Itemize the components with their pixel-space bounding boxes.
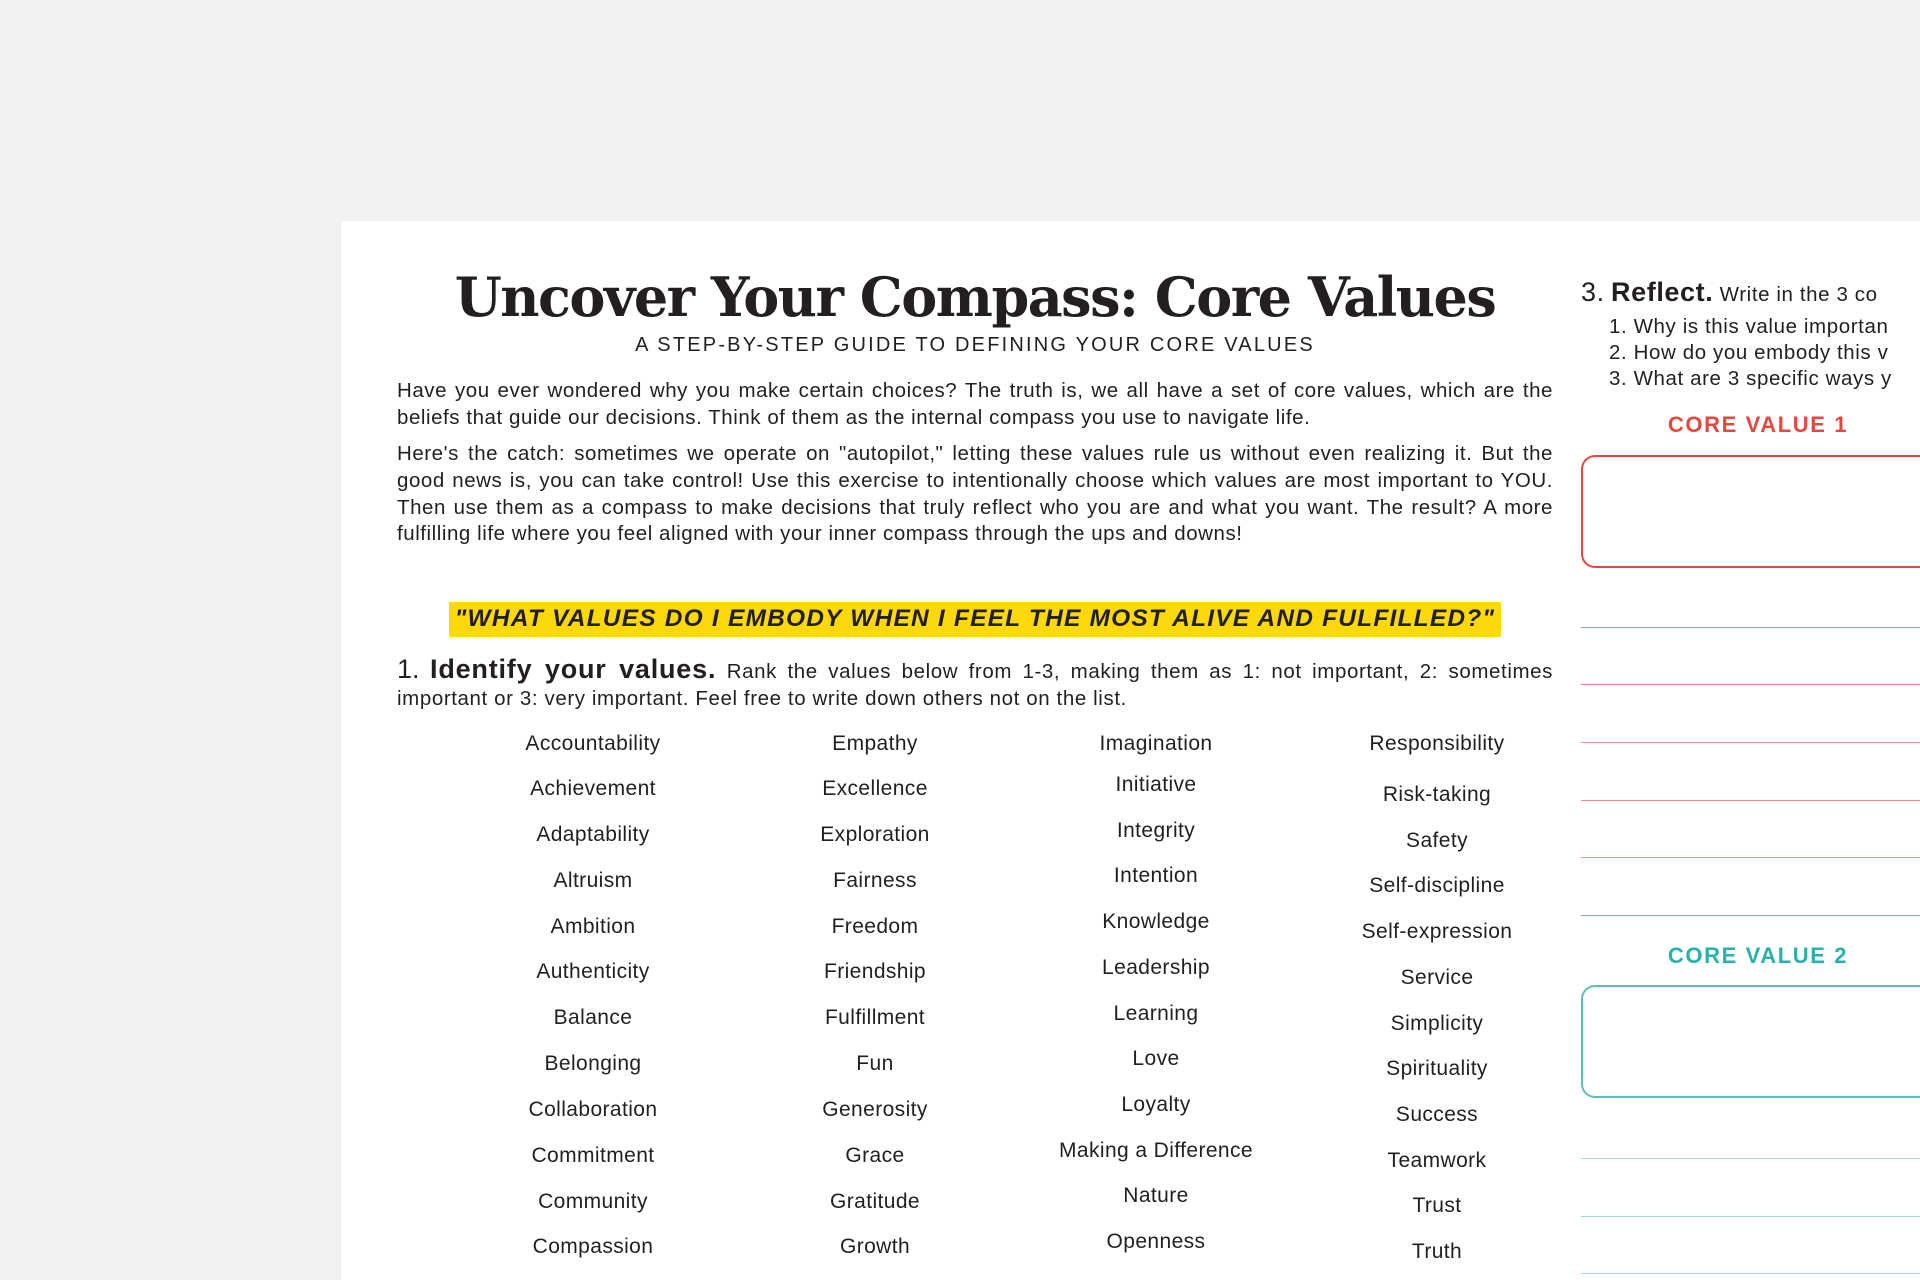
core-value-1-label: CORE VALUE 1 [1667, 412, 1849, 437]
reflect-question: 3. What are 3 specific ways y [1609, 367, 1892, 390]
value-item: Altruism [553, 869, 633, 892]
value-item: Openness [1106, 1230, 1206, 1253]
value-item: Success [1395, 1103, 1479, 1126]
writing-line[interactable] [1581, 800, 1920, 801]
value-item: Love [1132, 1047, 1180, 1070]
step3-section [1581, 278, 1878, 309]
writing-line[interactable] [1581, 742, 1920, 743]
value-item: Teamwork [1387, 1149, 1487, 1172]
value-item: Gratitude [830, 1190, 920, 1213]
value-item: Nature [1123, 1184, 1189, 1207]
value-item: Imagination [1099, 732, 1213, 755]
highlight-banner [397, 602, 1553, 637]
value-item: Accountability [525, 732, 661, 755]
value-item: Community [538, 1190, 648, 1213]
step1-number: 1. [397, 654, 420, 684]
value-item: Learning [1113, 1002, 1199, 1025]
value-item: Empathy [832, 732, 918, 755]
value-item: Balance [553, 1006, 633, 1029]
value-item: Authenticity [536, 960, 650, 983]
value-item: Commitment [531, 1144, 655, 1167]
writing-line[interactable] [1581, 1216, 1920, 1217]
intro-paragraph-2: Here's the catch: sometimes we operate on "autopilot," letting these values rule us without even realizing it. But the good news is, you can take control! Use this exercise to intentionally choose which values are most important to YOU. Then use them as a compass to make decisions that truly reflect who you are and what you want. The result? A more fulfilling life where you feel aligned with your inner compass through the ups and downs! [397, 442, 1553, 546]
core-value-2-label: CORE VALUE 2 [1667, 943, 1849, 968]
page-subtitle: A STEP-BY-STEP GUIDE TO DEFINING YOUR CORE VALUES [635, 334, 1315, 356]
value-item: Collaboration [528, 1098, 658, 1121]
value-item: Knowledge [1102, 910, 1210, 933]
step3-instructions: Write in the 3 co [1719, 283, 1878, 306]
value-item: Simplicity [1390, 1012, 1484, 1035]
value-item: Friendship [823, 960, 927, 983]
step1-section [397, 656, 1553, 712]
value-item: Fun [856, 1052, 894, 1075]
reflect-question: 1. Why is this value importan [1609, 315, 1889, 338]
value-item: Leadership [1102, 956, 1210, 979]
value-item: Responsibility [1369, 732, 1505, 755]
value-item: Grace [845, 1144, 905, 1167]
value-item: Safety [1406, 829, 1468, 852]
value-item: Fulfillment [824, 1006, 926, 1029]
value-item: Self-expression [1361, 920, 1513, 943]
value-item: Trust [1412, 1194, 1462, 1217]
value-item: Initiative [1115, 773, 1197, 796]
value-item: Exploration [820, 823, 930, 846]
worksheet-page [341, 221, 1920, 1280]
value-item: Achievement [530, 777, 656, 800]
value-item: Intention [1113, 864, 1199, 887]
writing-line[interactable] [1581, 627, 1920, 628]
writing-line[interactable] [1581, 857, 1920, 858]
step3-heading: Reflect. [1611, 277, 1714, 307]
step1-heading: Identify your values. [430, 654, 717, 684]
writing-line[interactable] [1581, 1273, 1920, 1274]
value-item: Compassion [532, 1235, 654, 1258]
core-value-1-box[interactable] [1581, 455, 1920, 568]
writing-line[interactable] [1581, 684, 1920, 685]
value-item: Excellence [822, 777, 928, 800]
value-item: Loyalty [1121, 1093, 1191, 1116]
value-item: Ambition [550, 915, 636, 938]
value-item: Self-discipline [1369, 874, 1505, 897]
value-item: Making a Difference [1059, 1139, 1253, 1162]
value-item: Adaptability [536, 823, 650, 846]
values-list [397, 731, 1553, 1280]
value-item: Spirituality [1386, 1057, 1488, 1080]
value-item: Belonging [544, 1052, 642, 1075]
writing-line[interactable] [1581, 1158, 1920, 1159]
value-item: Fairness [833, 869, 917, 892]
reflect-questions [1609, 314, 1892, 392]
value-item: Truth [1411, 1240, 1463, 1263]
value-item: Growth [839, 1235, 911, 1258]
value-item: Service [1400, 966, 1474, 989]
value-item: Freedom [831, 915, 919, 938]
writing-line[interactable] [1581, 915, 1920, 916]
value-item: Generosity [822, 1098, 928, 1121]
step1-instructions: Rank the values below from 1-3, making them as 1: not important, 2: sometimes important or 3: very important. Feel free to write down others not on the list. [397, 660, 1554, 710]
value-item: Risk-taking [1382, 783, 1492, 806]
page-title: Uncover Your Compass: Core Values [454, 265, 1496, 329]
intro-paragraph-1: Have you ever wondered why you make certain choices? The truth is, we all have a set of core values, which are the beliefs that guide our decisions. Think of them as the internal compass you use to navigate life. [397, 379, 1553, 429]
reflect-question: 2. How do you embody this v [1609, 341, 1889, 364]
value-item: Integrity [1116, 819, 1196, 842]
step3-number: 3. [1581, 277, 1605, 307]
highlight-question: "WHAT VALUES DO I EMBODY WHEN I FEEL THE MOST ALIVE AND FULFILLED?" [449, 602, 1502, 637]
core-value-2-box[interactable] [1581, 985, 1920, 1098]
